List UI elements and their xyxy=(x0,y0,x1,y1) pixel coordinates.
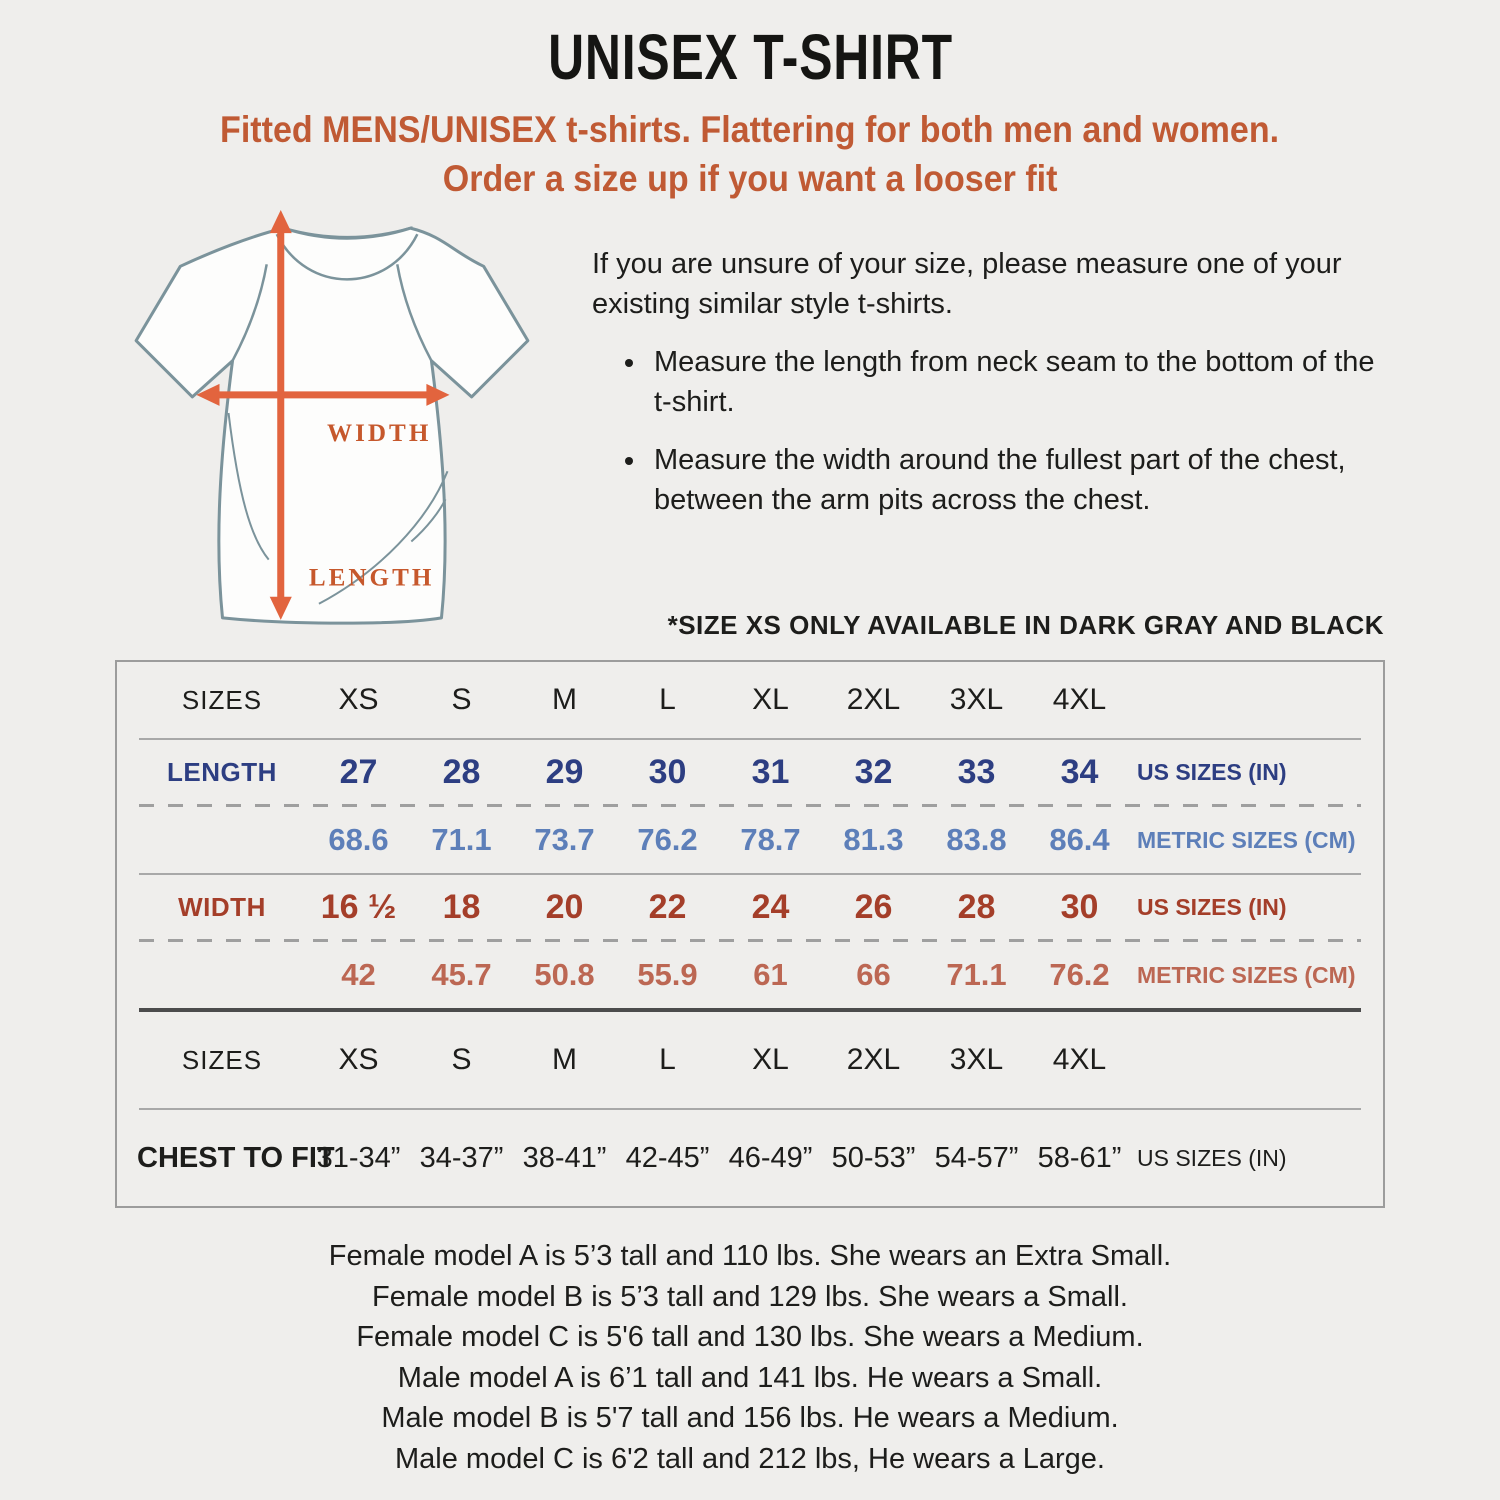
width-metric-cell: 55.9 xyxy=(637,957,698,992)
table-row-width-metric xyxy=(137,942,1363,1008)
size-cell: 2XL xyxy=(846,1043,901,1076)
size-cell: S xyxy=(451,1043,472,1076)
subtitle-line-2: Order a size up if you want a looser fit xyxy=(442,157,1058,199)
size-cell: 2XL xyxy=(846,683,901,716)
width-us-cell: 22 xyxy=(648,887,687,926)
length-us-cell: 31 xyxy=(751,752,790,791)
model-note: Male model B is 5'7 tall and 156 lbs. He wears a Medium. xyxy=(381,1402,1119,1435)
list-item xyxy=(648,342,1392,422)
size-table xyxy=(115,660,1385,1208)
size-cell: 4XL xyxy=(1052,1043,1107,1076)
width-us-cell: 24 xyxy=(751,887,790,926)
length-metric-cell: 86.4 xyxy=(1049,822,1110,857)
size-cell: S xyxy=(451,683,472,716)
width-us-cell: 16 ½ xyxy=(320,887,397,926)
row-label: SIZES xyxy=(181,1044,263,1075)
length-us-cell: 28 xyxy=(442,752,481,791)
row-label: SIZES xyxy=(181,684,263,715)
tshirt-measurement-diagram xyxy=(110,202,562,644)
instruction-bullet-1: Measure the length from neck seam to the bottom of the t-shirt. xyxy=(654,346,1375,419)
table-row-length-metric xyxy=(137,807,1363,873)
length-metric-cell: 76.2 xyxy=(637,822,698,857)
length-us-cell: 32 xyxy=(854,752,893,791)
size-cell: 4XL xyxy=(1052,683,1107,716)
size-cell: M xyxy=(552,1043,577,1076)
width-us-cell: 20 xyxy=(545,887,584,926)
length-arrow-label: LENGTH xyxy=(308,564,435,592)
table-row-sizes xyxy=(137,662,1363,738)
row-label: CHEST TO FIT xyxy=(137,1141,335,1174)
tshirt-icon xyxy=(110,202,562,644)
width-us-cell: 18 xyxy=(442,887,481,926)
size-cell: 3XL xyxy=(949,1043,1004,1076)
size-cell: 3XL xyxy=(949,683,1004,716)
length-metric-cell: 73.7 xyxy=(534,822,595,857)
chest-cell: 46-49” xyxy=(728,1141,813,1174)
width-metric-cell: 71.1 xyxy=(946,957,1007,992)
size-cell: XL xyxy=(752,1043,789,1076)
length-us-cell: 33 xyxy=(957,752,996,791)
width-metric-cell: 76.2 xyxy=(1049,957,1110,992)
width-metric-cell: 61 xyxy=(753,957,788,992)
model-note: Male model C is 6'2 tall and 212 lbs, He wears a Large. xyxy=(395,1442,1105,1475)
instruction-bullet-2: Measure the width around the fullest part of the chest, between the arm pits across the chest. xyxy=(654,444,1346,517)
length-metric-cell: 68.6 xyxy=(328,822,389,857)
page-title-text: UNISEX T-SHIRT xyxy=(547,21,953,93)
length-us-cell: 29 xyxy=(545,752,584,791)
chest-cell: 34-37” xyxy=(419,1141,504,1174)
chest-cell: 58-61” xyxy=(1037,1141,1122,1174)
subtitle xyxy=(0,106,1500,204)
page-title xyxy=(0,20,1500,94)
measure-instructions-list xyxy=(592,342,1392,520)
size-cell: M xyxy=(552,683,577,716)
width-us-cell: 30 xyxy=(1060,887,1099,926)
chest-cell: 31-34” xyxy=(316,1141,401,1174)
size-cell: L xyxy=(659,1043,676,1076)
row-label: WIDTH xyxy=(178,891,266,922)
chest-cell: 42-45” xyxy=(625,1141,710,1174)
table-row-length-us xyxy=(137,740,1363,804)
measuring-instructions xyxy=(592,244,1392,538)
model-note: Male model A is 6’1 tall and 141 lbs. He wears a Small. xyxy=(397,1361,1103,1394)
size-cell: XS xyxy=(338,1043,379,1076)
width-us-cell: 28 xyxy=(957,887,996,926)
table-row-chest-to-fit xyxy=(137,1110,1363,1206)
length-metric-cell: 78.7 xyxy=(740,822,801,857)
chest-cell: 38-41” xyxy=(522,1141,607,1174)
chest-cell: 54-57” xyxy=(934,1141,1019,1174)
width-arrow-label: WIDTH xyxy=(327,420,432,448)
subtitle-line-1: Fitted MENS/UNISEX t-shirts. Flattering for both men and women. xyxy=(220,109,1280,150)
width-metric-cell: 42 xyxy=(341,957,376,992)
size-cell: XS xyxy=(338,683,379,716)
unit-label: US SIZES (IN) xyxy=(1137,758,1287,785)
row-label: LENGTH xyxy=(167,756,277,787)
model-fit-notes xyxy=(0,1236,1500,1480)
length-metric-cell: 71.1 xyxy=(431,822,492,857)
instructions-intro: If you are unsure of your size, please measure one of your existing similar style t-shirts. xyxy=(592,248,1342,321)
length-us-cell: 30 xyxy=(648,752,687,791)
unit-label: US SIZES (IN) xyxy=(1137,1144,1287,1171)
chest-cell: 50-53” xyxy=(831,1141,916,1174)
unit-label: METRIC SIZES (CM) xyxy=(1137,961,1356,988)
length-arrow-head-top xyxy=(270,210,292,233)
model-note: Female model C is 5'6 tall and 130 lbs. She wears a Medium. xyxy=(356,1321,1144,1354)
size-cell: L xyxy=(659,683,676,716)
length-metric-cell: 81.3 xyxy=(843,822,904,857)
table-row-width-us xyxy=(137,875,1363,939)
xs-availability-note: *SIZE XS ONLY AVAILABLE IN DARK GRAY AND BLACK xyxy=(667,610,1384,640)
model-note: Female model B is 5’3 tall and 129 lbs. She wears a Small. xyxy=(372,1280,1128,1313)
unit-label: US SIZES (IN) xyxy=(1137,893,1287,920)
unit-label: METRIC SIZES (CM) xyxy=(1137,826,1356,853)
width-metric-cell: 66 xyxy=(856,957,891,992)
width-metric-cell: 45.7 xyxy=(431,957,492,992)
table-row-sizes-2 xyxy=(137,1012,1363,1108)
width-metric-cell: 50.8 xyxy=(534,957,595,992)
width-us-cell: 26 xyxy=(854,887,893,926)
length-metric-cell: 83.8 xyxy=(946,822,1007,857)
model-note: Female model A is 5’3 tall and 110 lbs. She wears an Extra Small. xyxy=(328,1240,1172,1272)
length-us-cell: 34 xyxy=(1060,752,1099,791)
length-us-cell: 27 xyxy=(339,752,378,791)
list-item xyxy=(648,440,1392,520)
size-cell: XL xyxy=(752,683,789,716)
